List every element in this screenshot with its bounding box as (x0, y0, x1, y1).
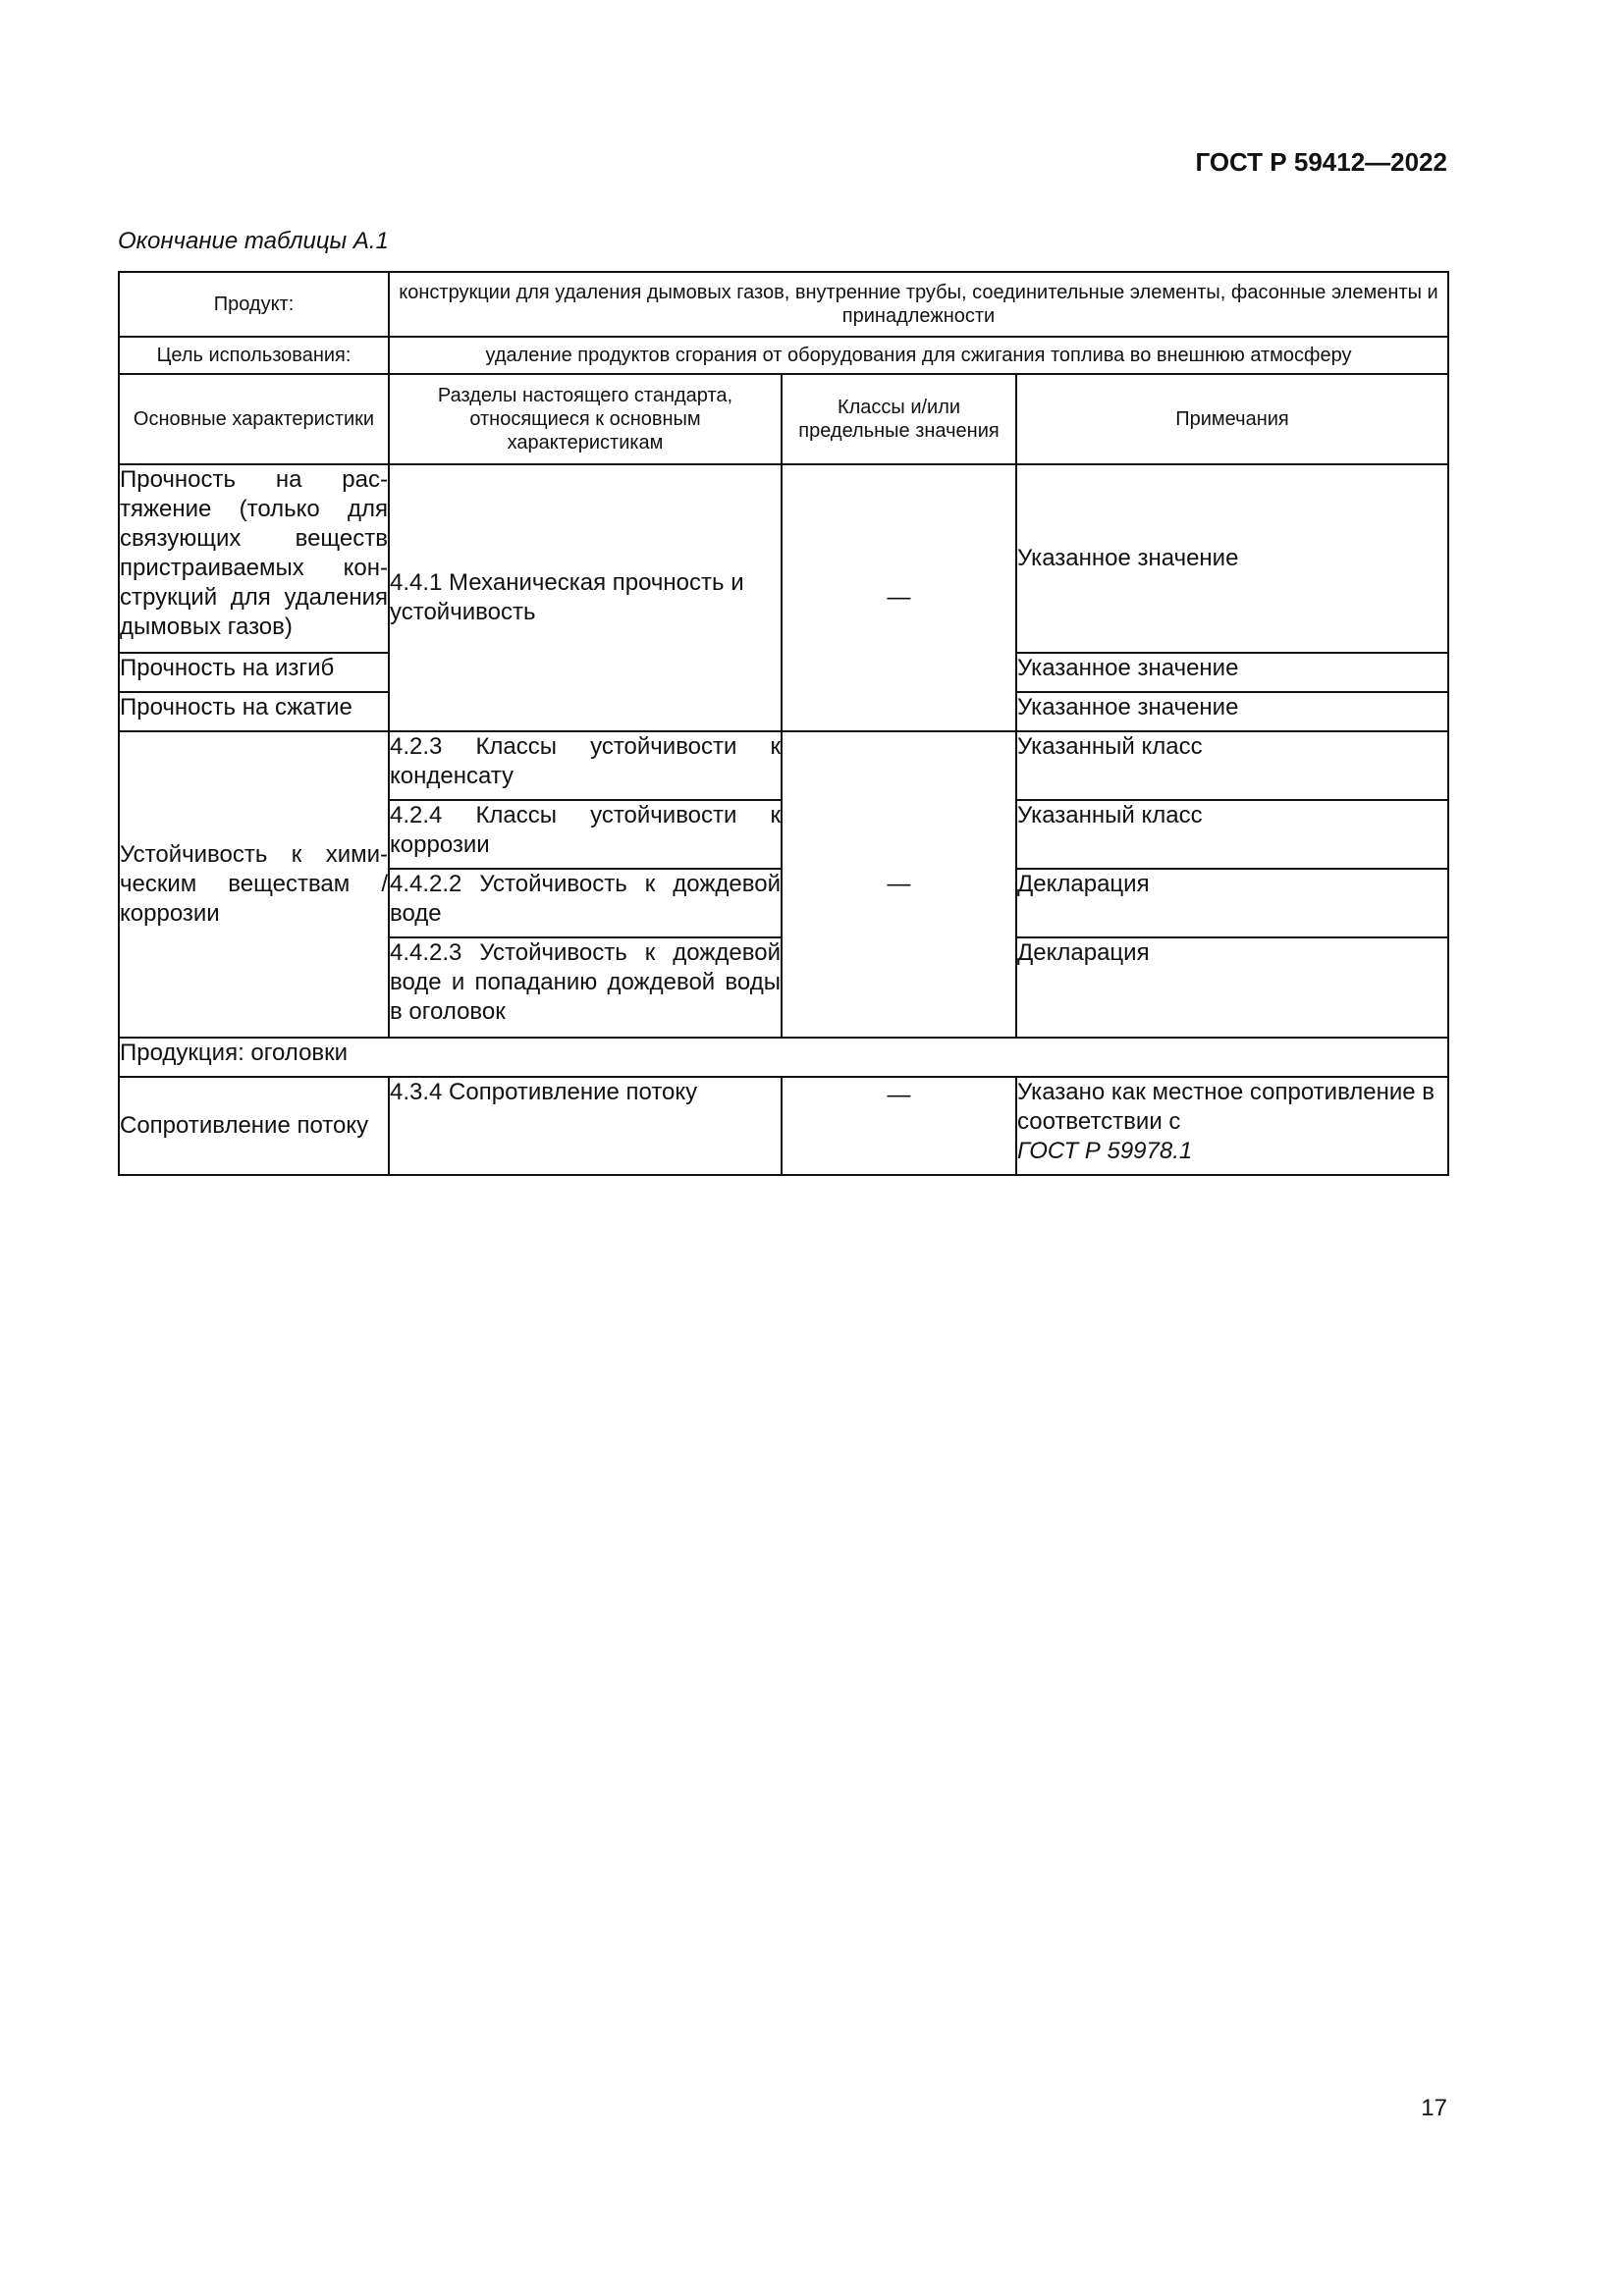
table-row-product (119, 272, 1448, 337)
characteristic-flow-resistance: Сопротивление потоку (119, 1077, 389, 1175)
table-caption: Окончание таблицы А.1 (118, 228, 389, 254)
products-label: Продукция: оголовки (119, 1038, 1448, 1077)
note-flow-text: Указано как местное сопротивление в соответствии с (1017, 1079, 1435, 1135)
note-rainwater: Декларация (1016, 869, 1448, 937)
table-row (119, 1077, 1448, 1175)
note-corrosion: Указанный класс (1016, 800, 1448, 869)
characteristics-table (118, 271, 1449, 1176)
section-flow-resistance: 4.3.4 Сопротивление потоку (389, 1077, 782, 1175)
table-row (119, 731, 1448, 800)
section-condensate: 4.2.3 Классы устойчивости к конденсату (389, 731, 782, 800)
table-row-purpose (119, 337, 1448, 374)
table-row (119, 464, 1448, 653)
section-mechanical: 4.4.1 Механическая прочность и устойчивость (389, 464, 782, 731)
product-value: конструкции для удаления дымовых газов, внутренние трубы, соединительные элементы, фасонные элементы и принадлежности (389, 272, 1448, 337)
page-number: 17 (1421, 2095, 1447, 2121)
characteristic-chemical: Устойчивость к химическим веществам / коррозии (119, 731, 389, 1038)
note-rainwater-terminal: Декларация (1016, 937, 1448, 1038)
table-header-row (119, 374, 1448, 464)
column-header-classes: Классы и/или предельные значения (782, 374, 1016, 464)
note-flow-reference: ГОСТ Р 59978.1 (1017, 1138, 1193, 1164)
column-header-notes: Примечания (1016, 374, 1448, 464)
class-value: — (782, 731, 1016, 1038)
note-compression: Указанное значение (1016, 692, 1448, 731)
section-rainwater-terminal: 4.4.2.3 Устойчивость к дождевой воде и попаданию дождевой воды в оголовок (389, 937, 782, 1038)
class-value: — (782, 1077, 1016, 1175)
note-tensile: Указанное значение (1016, 464, 1448, 653)
document-code: ГОСТ Р 59412—2022 (1195, 147, 1447, 177)
characteristic-compression: Прочность на сжатие (119, 692, 389, 731)
product-label: Продукт: (119, 272, 389, 337)
note-flow-resistance (1016, 1077, 1448, 1175)
note-bending: Указанное значение (1016, 653, 1448, 692)
purpose-label: Цель использования: (119, 337, 389, 374)
purpose-value: удаление продуктов сгорания от оборудования для сжигания топлива во внешнюю атмосферу (389, 337, 1448, 374)
note-condensate: Указанный класс (1016, 731, 1448, 800)
column-header-sections: Разделы настоящего стандарта, относящиеся к основным характеристикам (389, 374, 782, 464)
characteristic-bending: Прочность на изгиб (119, 653, 389, 692)
characteristic-tensile: Прочность на растяжение (только для связующих веществ пристраиваемых конструкций для удаления дымовых газов) (119, 464, 389, 653)
class-value: — (782, 464, 1016, 731)
section-rainwater: 4.4.2.2 Устойчивость к дождевой воде (389, 869, 782, 937)
table-row-products (119, 1038, 1448, 1077)
section-corrosion: 4.2.4 Классы устойчивости к коррозии (389, 800, 782, 869)
column-header-characteristics: Основные характеристики (119, 374, 389, 464)
